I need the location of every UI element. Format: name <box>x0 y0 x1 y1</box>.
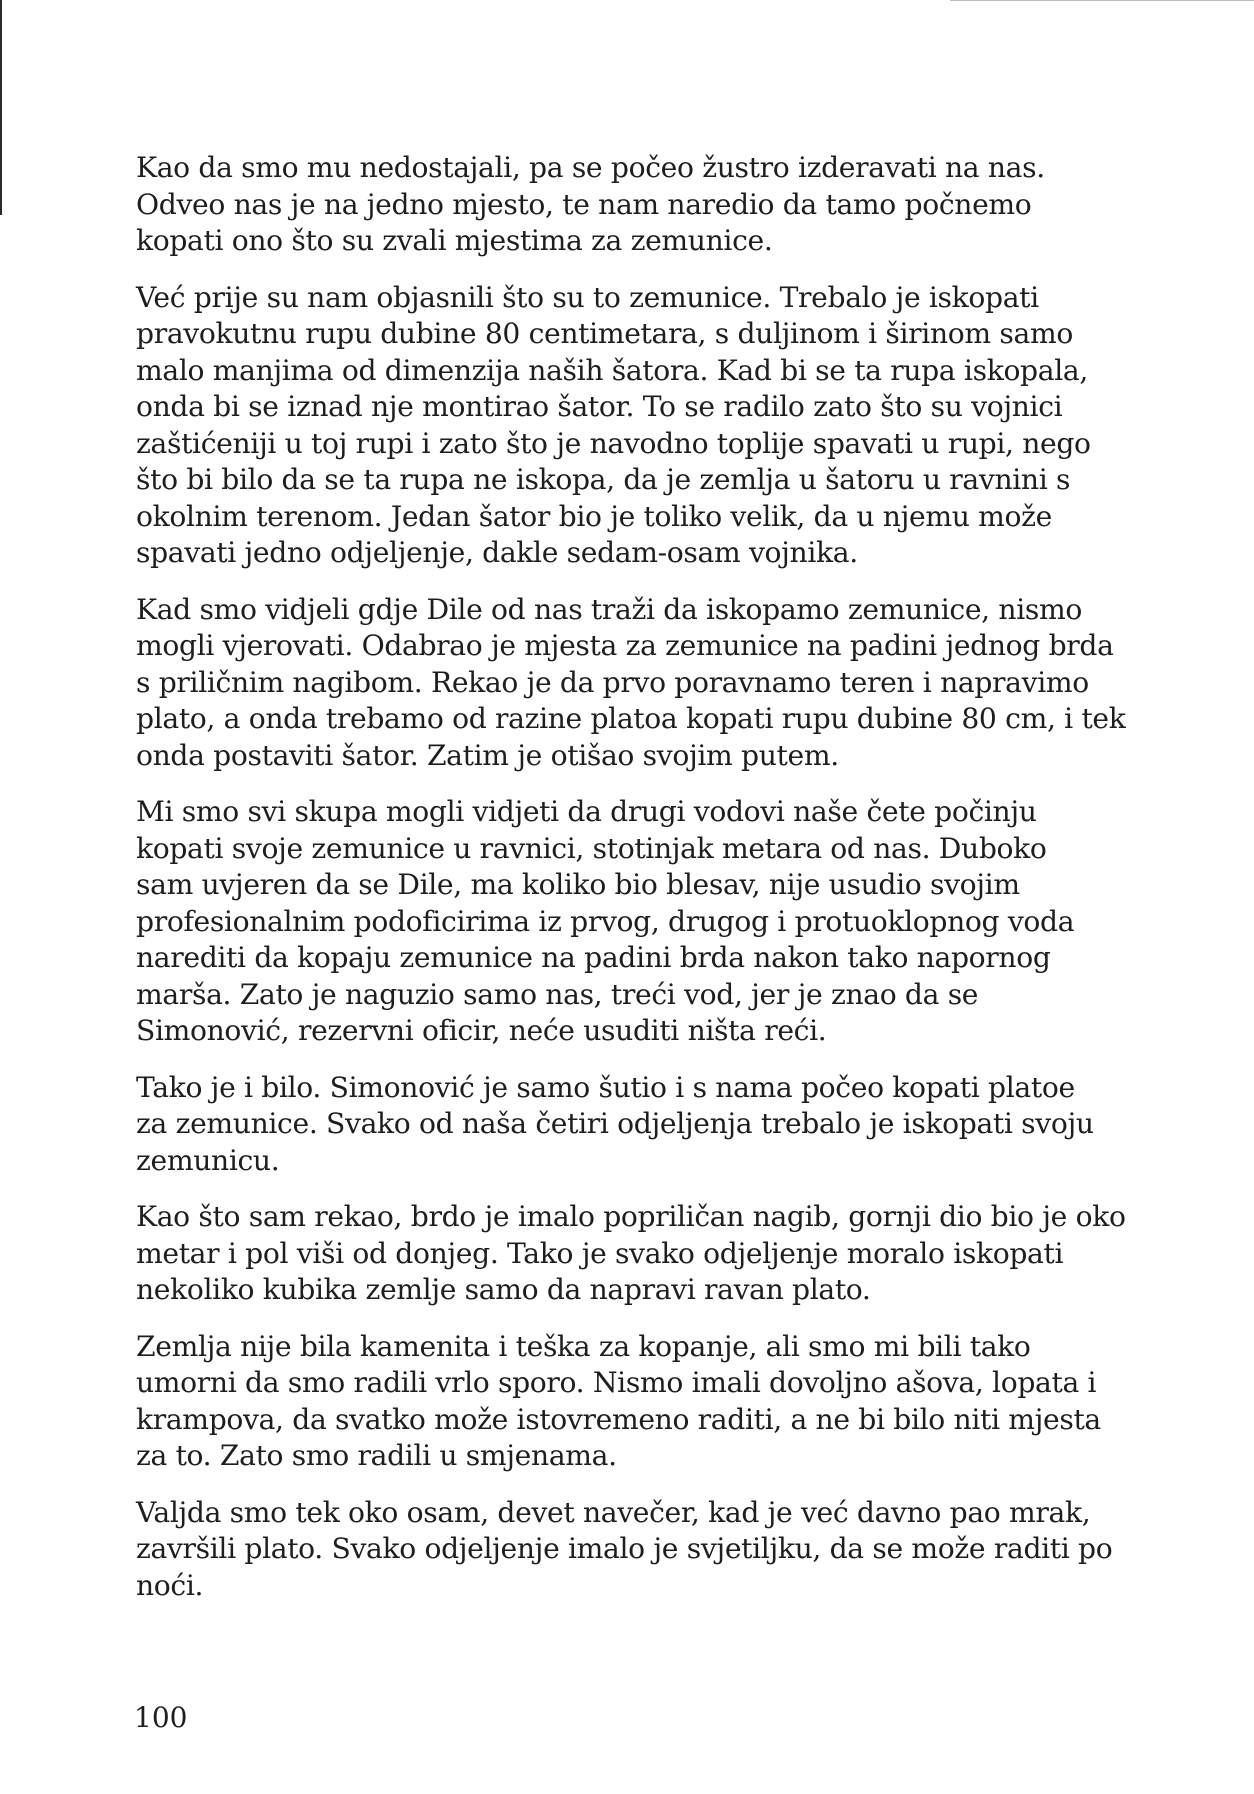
paragraph <box>136 280 1126 572</box>
text-line: Kao da smo mu nedostajali, pa se počeo žustro izderavati na nas. <box>136 151 1045 184</box>
text-line: zemunicu. <box>136 1143 280 1177</box>
paragraph <box>136 794 1126 1050</box>
page-number: 100 <box>134 1701 188 1734</box>
text-line: što bi bilo da se ta rupa ne iskopa, da je zemlja u šatoru u ravnini s <box>136 463 1071 496</box>
text-line: za zemunice. Svako od naša četiri odjeljenja trebalo je iskopati svoju <box>136 1107 1094 1140</box>
text-line: Tako je i bilo. Simonović je samo šutio i s nama počeo kopati platoe <box>136 1070 1075 1104</box>
scan-edge-left <box>0 0 2 215</box>
text-line: mogli vjerovati. Odabrao je mjesta za zemunice na padini jednog brda <box>136 629 1114 662</box>
text-line: zaštićeniji u toj rupi i zato što je navodno toplije spavati u rupi, nego <box>136 426 1091 460</box>
text-line: narediti da kopaju zemunice na padini brda nakon tako napornog <box>136 941 1051 974</box>
paragraph <box>136 592 1126 775</box>
text-line: Već prije su nam objasnili što su to zemunice. Trebalo je iskopati <box>136 280 1039 314</box>
text-line: noći. <box>136 1568 204 1602</box>
page-body <box>136 150 1126 1624</box>
text-line: onda postaviti šator. Zatim je otišao svojim putem. <box>136 738 839 772</box>
text-line: malo manjima od dimenzija naših šatora. Kad bi se ta rupa iskopala, <box>136 353 1088 387</box>
text-line: krampova, da svatko može istovremeno raditi, a ne bi bilo niti mjesta <box>136 1402 1101 1436</box>
text-line: Mi smo svi skupa mogli vidjeti da drugi vodovi naše čete počinju <box>136 795 1037 828</box>
text-line: za to. Zato smo radili u smjenama. <box>136 1439 617 1472</box>
paragraph <box>136 1070 1126 1180</box>
text-line: s priličnim nagibom. Rekao je da prvo poravnamo teren i napravimo <box>136 665 1089 699</box>
paragraph <box>136 1199 1126 1309</box>
text-line: nekoliko kubika zemlje samo da napravi ravan plato. <box>136 1273 871 1306</box>
text-line: Simonović, rezervni oficir, neće usuditi ništa reći. <box>136 1014 827 1047</box>
paragraph <box>136 150 1126 260</box>
text-line: plato, a onda trebamo od razine platoa kopati rupu dubine 80 cm, i tek <box>136 702 1126 735</box>
text-line: onda bi se iznad nje montirao šator. To se radilo zato što su vojnici <box>136 390 1063 423</box>
text-line: profesionalnim podoficirima iz prvog, drugog i protuoklopnog voda <box>136 904 1075 938</box>
scan-edge-top <box>950 0 1254 1</box>
text-line: marša. Zato je naguzio samo nas, treći vod, jer je znao da se <box>136 977 979 1011</box>
text-line: Zemlja nije bila kamenita i teška za kopanje, ali smo mi bili tako <box>136 1329 1031 1363</box>
text-line: kopati svoje zemunice u ravnici, stotinjak metara od nas. Duboko <box>136 831 1047 865</box>
text-line: sam uvjeren da se Dile, ma koliko bio blesav, nije usudio svojim <box>136 868 1020 901</box>
text-line: Valjda smo tek oko osam, devet navečer, kad je već davno pao mrak, <box>136 1495 1091 1529</box>
text-line: Odveo nas je na jedno mjesto, te nam naredio da tamo počnemo <box>136 187 1032 221</box>
paragraph <box>136 1329 1126 1475</box>
text-line: pravokutnu rupu dubine 80 centimetara, s duljinom i širinom samo <box>136 317 1073 350</box>
text-line: spavati jedno odjeljenje, dakle sedam-osam vojnika. <box>136 536 858 569</box>
text-line: umorni da smo radili vrlo sporo. Nismo imali dovoljno ašova, lopata i <box>136 1366 1097 1399</box>
text-line: završili plato. Svako odjeljenje imalo je svjetiljku, da se može raditi po <box>136 1532 1113 1565</box>
text-line: Kad smo vidjeli gdje Dile od nas traži da iskopamo zemunice, nismo <box>136 592 1082 626</box>
paragraph <box>136 1495 1126 1605</box>
text-line: kopati ono što su zvali mjestima za zemunice. <box>136 224 773 257</box>
text-line: okolnim terenom. Jedan šator bio je toliko velik, da u njemu može <box>136 499 1052 533</box>
text-line: metar i pol viši od donjeg. Tako je svako odjeljenje moralo iskopati <box>136 1236 1064 1270</box>
text-line: Kao što sam rekao, brdo je imalo popriličan nagib, gornji dio bio je oko <box>136 1200 1126 1233</box>
